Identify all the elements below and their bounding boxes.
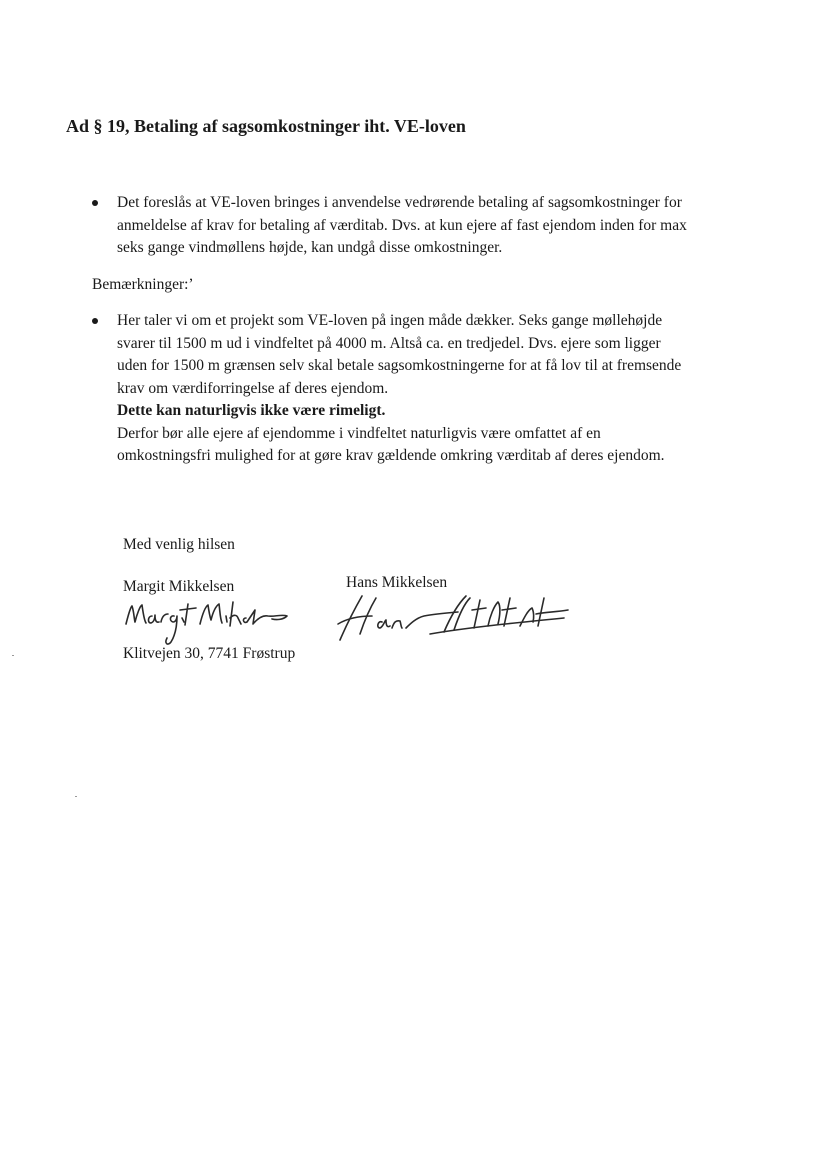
signer-name-hans: Hans Mikkelsen bbox=[346, 574, 448, 591]
remark-text bbox=[117, 310, 681, 468]
proposal-text bbox=[117, 192, 687, 260]
proposal-line: anmeldelse af krav for betaling af værditab. Dvs. at kun ejere af fast ejendom inden for max bbox=[117, 216, 687, 234]
proposal-line: seks gange vindmøllens højde, kan undgå disse omkostninger. bbox=[117, 239, 503, 256]
emphasis-line: Dette kan naturligvis ikke være rimeligt. bbox=[117, 402, 386, 419]
address-line: Klitvejen 30, 7741 Frøstrup bbox=[123, 645, 296, 662]
closing-greeting: Med venlig hilsen bbox=[123, 536, 235, 553]
remark-line: Her taler vi om et projekt som VE-loven på ingen måde dækker. Seks gange møllehøjde bbox=[117, 312, 663, 329]
bullet-icon bbox=[92, 318, 98, 324]
remark-line: svarer til 1500 m ud i vindfeltet på 4000 m. Altså ca. en tredjedel. Dvs. ejere som ligger bbox=[117, 334, 661, 352]
bullet-icon bbox=[92, 200, 98, 206]
signature-hans bbox=[334, 588, 578, 644]
remarks-label: Bemærkninger:’ bbox=[92, 276, 194, 293]
section-heading: Ad § 19, Betaling af sagsomkostninger iht. VE-loven bbox=[66, 116, 466, 136]
conclusion-line: omkostningsfri mulighed for at gøre krav gældende omkring værditab af deres ejendom. bbox=[117, 447, 665, 464]
conclusion-line: Derfor bør alle ejere af ejendomme i vindfeltet naturligvis være omfattet af en bbox=[117, 424, 601, 442]
remark-line: krav om værdiforringelse af deres ejendom. bbox=[117, 379, 389, 397]
scan-speck bbox=[12, 655, 14, 656]
scan-speck bbox=[75, 796, 77, 797]
remark-line: uden for 1500 m grænsen selv skal betale sagsomkostningerne for at få lov til at fremsende bbox=[117, 357, 682, 374]
signature-margit bbox=[122, 598, 297, 646]
proposal-line: Det foreslås at VE-loven bringes i anvendelse vedrørende betaling af sagsomkostninger for bbox=[117, 194, 682, 211]
signer-name-margit: Margit Mikkelsen bbox=[123, 578, 235, 595]
